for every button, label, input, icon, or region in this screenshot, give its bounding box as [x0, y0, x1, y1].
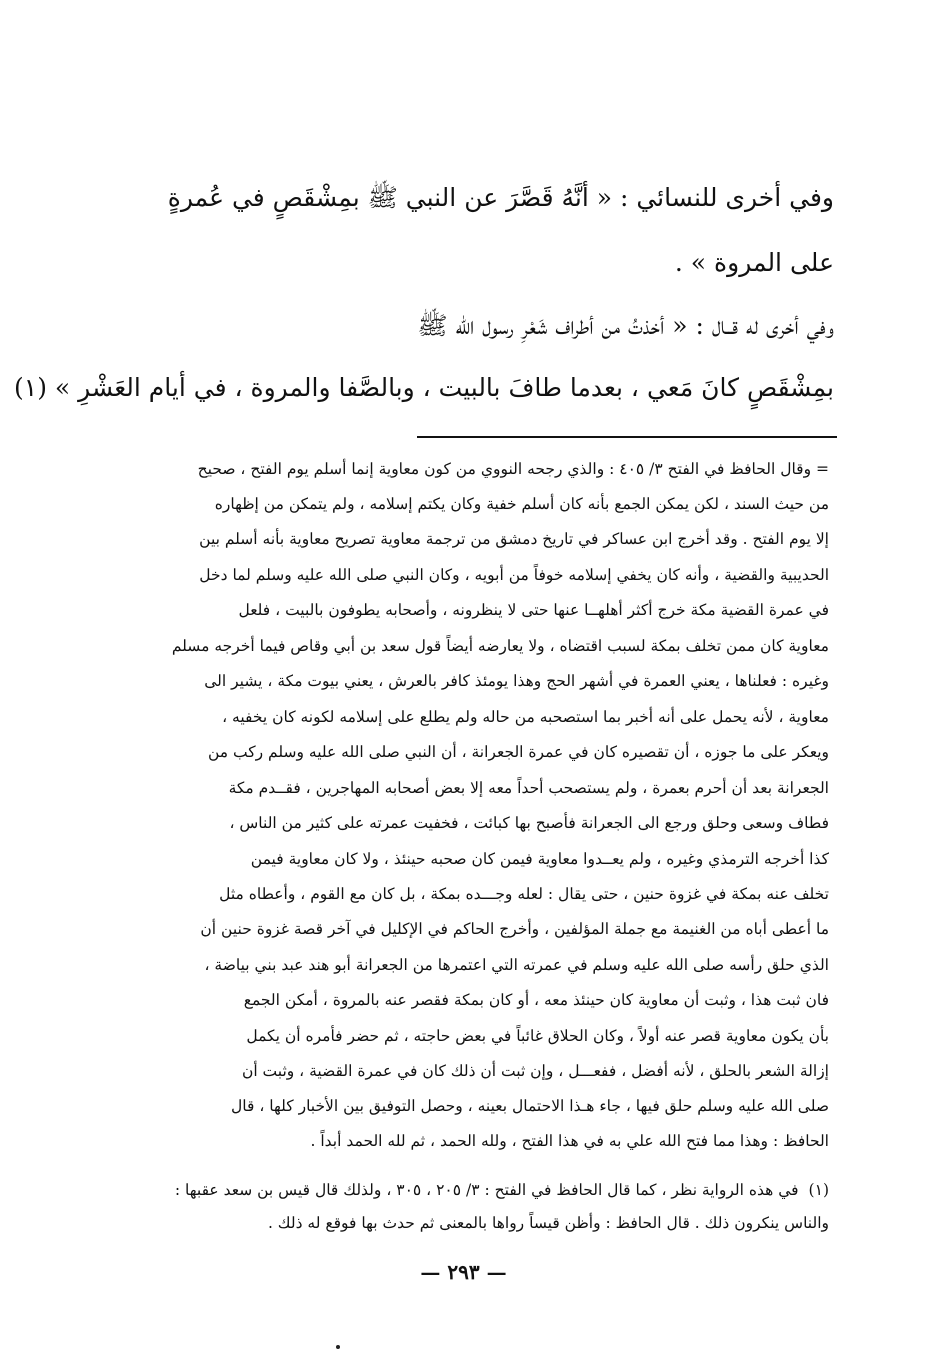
footnote-line: في هذه الرواية نظر ، كما قال الحافظ في الفتح : ٣/ ٢٠٥ ، ٣٠٥ ، ولذلك قال قيس بن سعد عقبها :: [174, 1181, 799, 1199]
footnote-line: إلا يوم الفتح . وقد أخرج ابن عساكر في تاريخ دمشق من ترجمة معاوية تصريح معاوية بأنه أسلم بين: [199, 530, 829, 548]
footnote-line: ويعكر على ما جوزه ، أن تقصيره كان في عمرة الجعرانة ، أن النبي صلى الله عليه وسلم ركب من: [208, 743, 829, 761]
main-text-line: وفي أخرى له قــال : « أخذتُ من أطراف شَعْرِ رسول الله ﷺ: [417, 311, 834, 340]
footnote-line: الحديبية والقضية ، وأنه كان يخفي إسلامه خوفاً من أبويه ، وكان النبي صلى الله عليه وسلم لما دخل: [199, 566, 829, 584]
footnote-line: كذا أخرجه الترمذي وغيره ، ولم يعــدوا معاوية فيمن كان صحبه حينئذ ، ولا كان معاوية فيمن: [250, 850, 829, 868]
footnote-marker: (١): [808, 1181, 829, 1199]
footnote-line: إزالة الشعر بالحلق ، لأنه أفضل ، ففعـــل ، وإن ثبت أن ذلك كان في عمرة القضية ، وثبت أن: [241, 1062, 829, 1080]
footnote-line: الذي حلق رأسه صلى الله عليه وسلم في عمرته التي اعتمرها من الجعرانة أبو هند عبد بني بياضة ،: [204, 956, 829, 974]
footnote-1-line-1: [109, 1179, 829, 1201]
footnote-line: فان ثبت هذا ، وثبت أن معاوية كان حينئذ معه ، أو كان بمكة فقصر عنه بالمروة ، أمكن الجمع: [243, 991, 829, 1009]
footnote-line: صلى الله عليه وسلم حلق فيها ، جاء هـذا الاحتمال بعينه ، وحصل التوفيق بين الأخبار كلها ، قال: [231, 1097, 829, 1115]
footnote-line: = وقال الحافظ في الفتح ٣/ ٤٠٥ : والذي رجحه النووي من كون معاوية إنما أسلم يوم الفتح ، صحيح: [197, 460, 829, 478]
footnote-line: والناس ينكرون ذلك . قال الحافظ : وأظن قيساً رواها بالمعنى ثم حدث بها فوقع له ذلك .: [267, 1214, 829, 1232]
footnote-line: معاوية ، لأنه يحمل على أنه أخبر بما استصحبه من حاله ولم يطلع على إسلامه لكونه كان يخفيه ،: [222, 708, 829, 726]
footnote-line: الجعرانة بعد أن أحرم بعمرة ، ولم يستصحب أحداً معه إلا بعض أصحابه المهاجرين ، فقــدم مكة: [228, 779, 829, 797]
footnote-line: من حيث السند ، لكن يمكن الجمع بأنه كان أسلم خفية وكان يكتم إسلامه ، ولم يتمكن من إظهاره: [214, 495, 829, 513]
main-text-line: بمِشْقَصٍ كانَ مَعي ، بعدما طافَ بالبيت ، وبالصَّفا والمروة ، في أيام العَشْرِ » (١): [14, 373, 834, 402]
footnote-line: معاوية كان ممن تخلف بمكة لسبب اقتضاه ، ولا يعارضه أيضاً قول سعد بن أبي وقاص فيما أخرجه مسلم: [171, 637, 829, 655]
scan-speck: [336, 1345, 340, 1349]
footnote-line: الحافظ : وهذا مما فتح الله علي به في هذا الفتح ، ولله الحمد ، ثم لله الحمد أبداً .: [310, 1132, 829, 1150]
footnote-line: وغيره : فعلناها ، يعني العمرة في أشهر الحج وهذا يومئذ كافر بالعرش ، يعني بيوت مكة ، يشير الى: [204, 672, 829, 690]
main-text-line: على المروة » .: [674, 248, 834, 277]
footnote-line: فطاف وسعى وحلق ورجع الى الجعرانة فأصبح بها كبائت ، فخفيت عمرته على كثير من الناس ،: [229, 814, 829, 832]
footnote-separator: [417, 436, 837, 438]
footnote-line: بأن يكون معاوية قصر عنه أولاً ، وكان الحلاق غائباً في بعض حاجته ، ثم حضر فأمره أن يكمل: [246, 1027, 829, 1045]
footnote-line: ما أعطى أباه من الغنيمة مع جملة المؤلفين ، وأخرج الحاكم في الإكليل في آخر قصة غزوة حنين أن: [200, 920, 829, 938]
main-text-line: وفي أخرى للنسائي : « أنَّهُ قَصَّرَ عن النبي ﷺ بمِشْقَصٍ في عُمرةٍ: [167, 183, 834, 212]
page-number: — ٢٩٣ —: [420, 1260, 507, 1284]
footnote-line: تخلف عنه بمكة في غزوة حنين ، حتى يقال : لعله وجـــده بمكة ، بل كان مع القوم ، وأعطاه مثل: [219, 885, 829, 903]
footnote-line: في عمرة القضية مكة خرج أكثر أهلهــا عنها حتى لا ينظرونه ، وأصحابه يطوفون بالبيت ، فلعل: [238, 601, 829, 619]
